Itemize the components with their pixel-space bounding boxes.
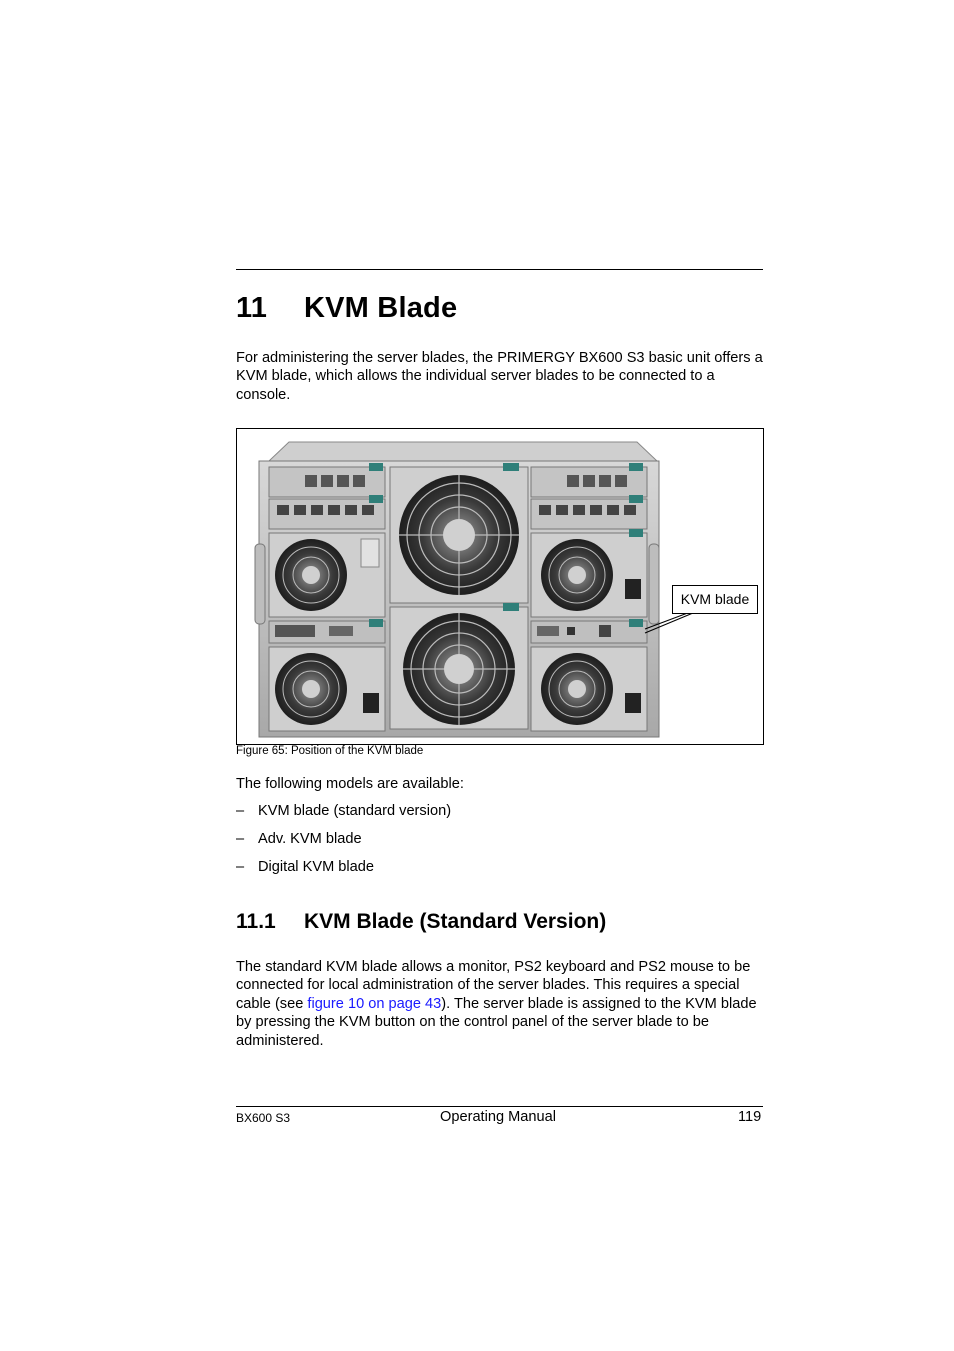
list-item [236,831,362,847]
models-lead: The following models are available: [236,776,464,792]
footer-manual: Operating Manual [440,1109,557,1125]
list-dash: – [236,831,245,847]
list-item-text: Adv. KVM blade [258,831,362,847]
kvm-blade-callout: KVM blade [672,585,758,614]
list-item [236,803,451,819]
intro-paragraph: For administering the server blades, the PRIMERGY BX600 S3 basic unit offers a KVM blade, which allows the individual server blades to be connected to a console. [236,350,763,403]
list-item [236,859,374,875]
list-item-text: Digital KVM blade [258,859,374,875]
figure-frame [236,428,764,745]
chapter-title: KVM Blade [304,292,458,324]
page-number: 119 [738,1109,762,1125]
section-title: KVM Blade (Standard Version) [304,910,607,933]
list-dash: – [236,859,245,875]
section-number: 11.1 [236,910,276,933]
section-heading [236,910,606,934]
figure-reference-link[interactable]: figure 10 on page 43 [307,995,442,1012]
section-paragraph [236,958,766,1050]
list-item-text: KVM blade (standard version) [258,803,452,819]
chapter-heading [236,292,457,325]
header-rule [236,269,763,270]
chapter-number: 11 [236,292,268,324]
footer-product: BX600 S3 [236,1111,291,1125]
section-text-after: ). The server blade is assigned to the KVM blade by pressing the KVM button on the control panel of the server blade to be administered. [236,995,757,1049]
list-dash: – [236,803,245,819]
figure-caption: Figure 65: Position of the KVM blade [236,745,424,757]
footer-rule [236,1106,763,1107]
section-text-before: The standard KVM blade allows a monitor, PS2 keyboard and PS2 mouse to be connected for local administration of the server blades. This requires a special cable (see [236,959,751,1012]
